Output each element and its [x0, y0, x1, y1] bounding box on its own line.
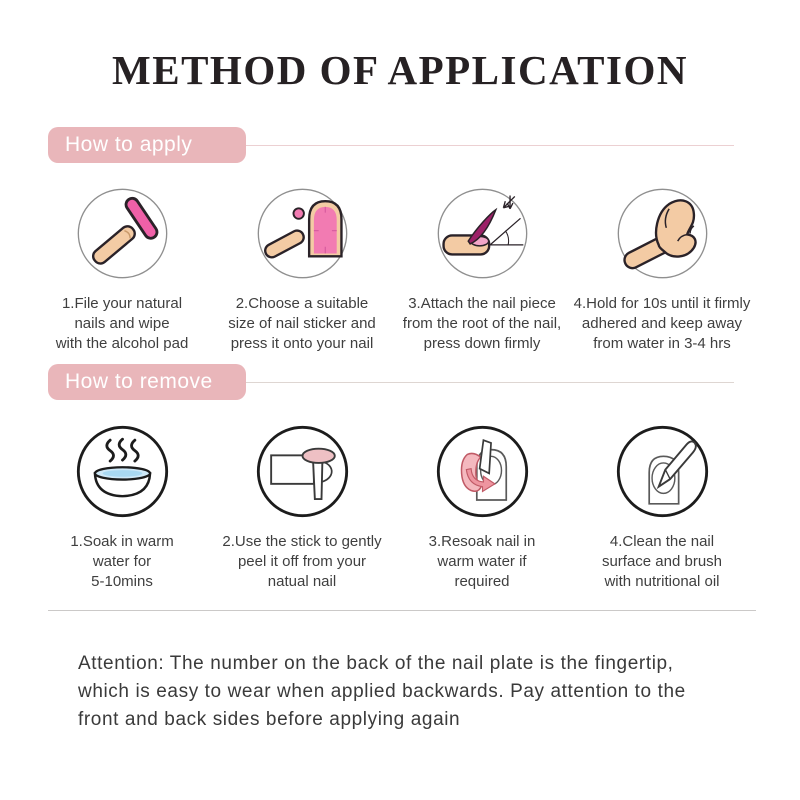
section-badge-apply: How to apply [48, 127, 246, 163]
step-text: 2.Choose a suitable size of nail sticker and press it onto your nail [228, 295, 376, 352]
remove-step-4 [572, 424, 752, 592]
apply-step-2 [212, 186, 392, 354]
step-text: 4.Hold for 10s until it firmly adhered and keep away from water in 3-4 hrs [573, 295, 751, 352]
apply-steps-row [32, 186, 752, 354]
hold-press-icon [615, 186, 710, 281]
step-text: 4.Clean the nail surface and brush with nutritional oil [601, 533, 723, 590]
step-text: 1.File your natural nails and wipe with the alcohol pad [55, 295, 189, 352]
choose-sticker-icon [255, 186, 350, 281]
apply-underline [246, 145, 734, 146]
page-title: METHOD OF APPLICATION [112, 47, 688, 93]
remove-step-3 [392, 424, 572, 592]
remove-steps-row [32, 424, 752, 592]
remove-step-2 [212, 424, 392, 592]
step-text: 3.Attach the nail piece from the root of the nail, press down firmly [402, 295, 562, 352]
clean-brush-icon [615, 424, 710, 519]
apply-step-1 [32, 186, 212, 354]
resoak-icon [435, 424, 530, 519]
soak-bowl-icon [75, 424, 170, 519]
attention-note: Attention: The number on the back of the nail plate is the fingertip, which is easy to wear when applied backwards. Pay attention to the front and back sides before applying again [78, 653, 686, 730]
divider-line [48, 610, 756, 611]
remove-step-1 [32, 424, 212, 592]
section-badge-remove: How to remove [48, 364, 246, 400]
step-text: 3.Resoak nail in warm water if required [428, 533, 536, 590]
stick-peel-icon [255, 424, 350, 519]
step-text: 1.Soak in warm water for 5-10mins [70, 533, 174, 590]
attach-piece-icon [435, 186, 530, 281]
apply-step-4 [572, 186, 752, 354]
step-text: 2.Use the stick to gently peel it off from your natual nail [222, 533, 382, 590]
remove-underline [246, 382, 734, 383]
file-nails-icon [75, 186, 170, 281]
apply-step-3 [392, 186, 572, 354]
